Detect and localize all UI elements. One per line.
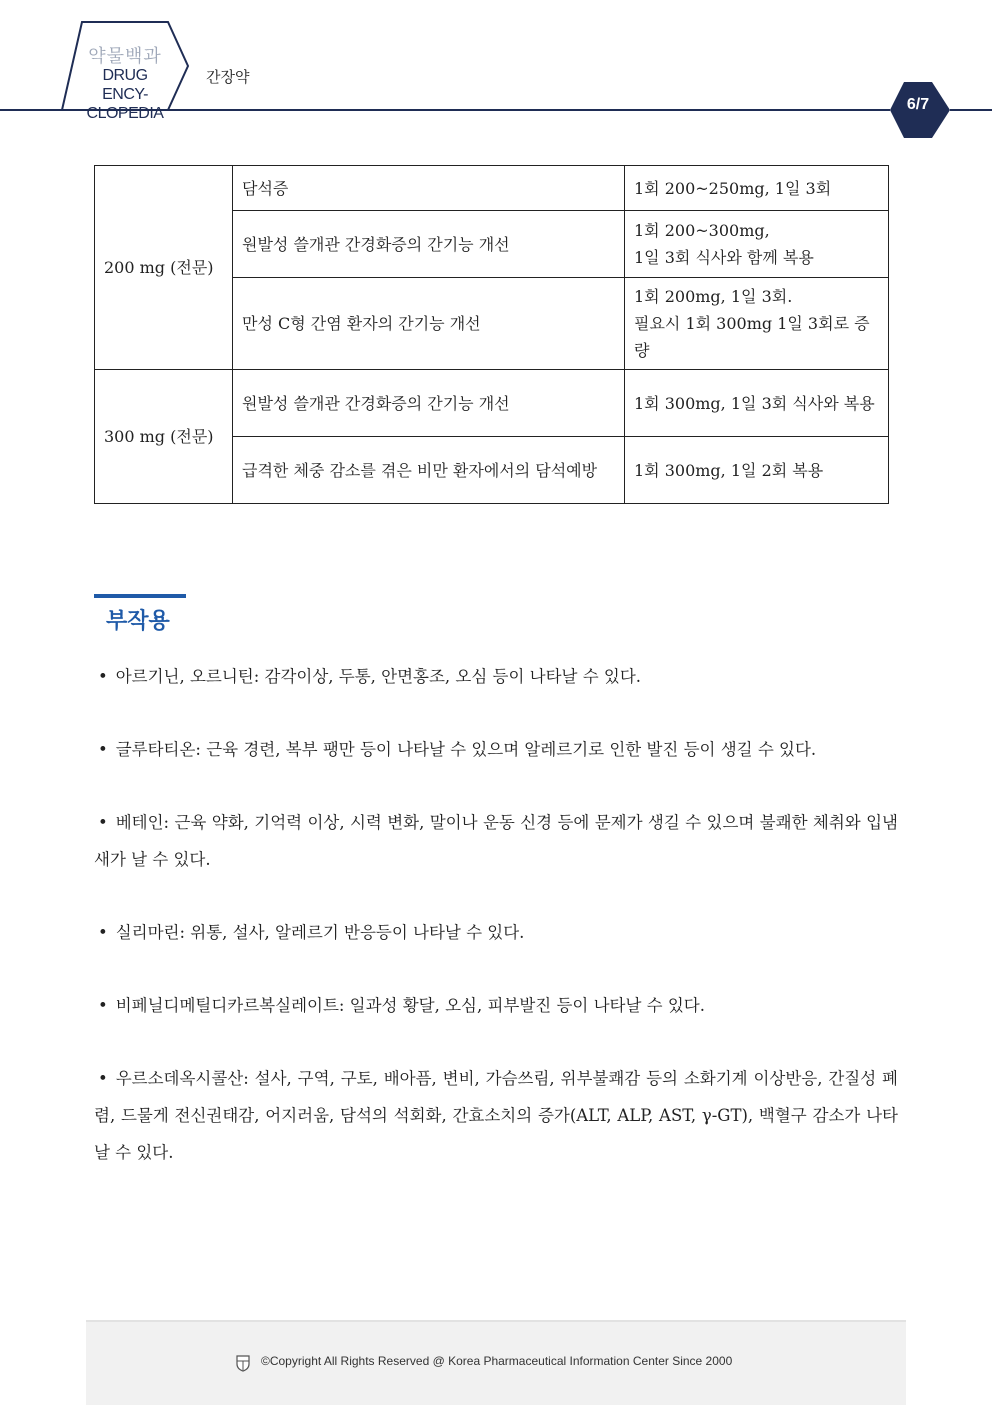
bullet-marker: • <box>98 667 108 686</box>
bullet-marker: • <box>98 740 108 759</box>
logo-en-line1: DRUG ENCY- <box>102 67 148 103</box>
page-number: 6/7 <box>906 96 930 113</box>
dosage-table-body <box>95 166 889 504</box>
page-footer <box>86 1320 906 1405</box>
page-header <box>0 0 992 150</box>
dosage-cell: 1회 300mg, 1일 2회 복용 <box>625 437 889 504</box>
logo-en-line2: CLOPEDIA <box>86 105 164 122</box>
indication-cell: 만성 C형 간염 환자의 간기능 개선 <box>233 278 625 370</box>
logo-title-kr: 약물백과 <box>88 46 162 67</box>
strength-cell: 300 mg (전문) <box>95 370 233 504</box>
table-row <box>95 166 889 211</box>
side-effects-list <box>94 658 898 1207</box>
dosage-cell: 1회 300mg, 1일 3회 식사와 복용 <box>625 370 889 437</box>
strength-cell: 200 mg (전문) <box>95 166 233 370</box>
bullet-marker: • <box>98 813 108 832</box>
list-item <box>94 731 898 768</box>
dosage-cell: 1회 200~300mg, 1일 3회 식사와 함께 복용 <box>625 211 889 278</box>
copyright-text: ©Copyright All Rights Reserved @ Korea Pharmaceutical Information Center Since 2000 <box>261 1354 733 1368</box>
list-item <box>94 658 898 695</box>
side-effect-text: 우르소데옥시콜산: 설사, 구역, 구토, 배아픔, 변비, 가슴쓰림, 위부불쾌감 등의 소화기계 이상반응, 간질성 폐렴, 드물게 전신권태감, 어지러움, 담석의 석회화, 간효소치의 증가(ALT, ALP, AST, γ-GT), 백혈구 감소가 나타날 수 있다. <box>94 1069 898 1162</box>
list-item <box>94 1060 898 1171</box>
side-effect-text: 베테인: 근육 약화, 기억력 이상, 시력 변화, 말이나 운동 신경 등에 문제가 생길 수 있으며 불쾌한 체취와 입냄새가 날 수 있다. <box>94 813 898 869</box>
dosage-cell: 1회 200mg, 1일 3회. 필요시 1회 300mg 1일 3회로 증량 <box>625 278 889 370</box>
indication-cell: 원발성 쓸개관 간경화증의 간기능 개선 <box>233 211 625 278</box>
kpic-emblem-icon <box>235 1354 251 1372</box>
section-title: 부작용 <box>106 609 170 634</box>
list-item <box>94 804 898 878</box>
bullet-marker: • <box>98 1069 108 1088</box>
bullet-marker: • <box>98 923 108 942</box>
list-item <box>94 914 898 951</box>
dosage-table <box>94 165 889 504</box>
side-effect-text: 아르기닌, 오르니틴: 감각이상, 두통, 안면홍조, 오심 등이 나타날 수 있다. <box>115 667 642 686</box>
dosage-cell: 1회 200~250mg, 1일 3회 <box>625 166 889 211</box>
bullet-marker: • <box>98 996 108 1015</box>
side-effect-text: 비페닐디메틸디카르복실레이트: 일과성 황달, 오심, 피부발진 등이 나타날 수 있다. <box>115 996 705 1015</box>
indication-cell: 원발성 쓸개관 간경화증의 간기능 개선 <box>233 370 625 437</box>
list-item <box>94 987 898 1024</box>
logo-title-en <box>80 66 170 123</box>
side-effect-text: 실리마린: 위통, 설사, 알레르기 반응등이 나타날 수 있다. <box>115 923 525 942</box>
section-accent-bar <box>94 594 186 598</box>
category-label: 간장약 <box>206 68 250 86</box>
table-row <box>95 370 889 437</box>
indication-cell: 담석증 <box>233 166 625 211</box>
side-effect-text: 글루타티온: 근육 경련, 복부 팽만 등이 나타날 수 있으며 알레르기로 인한 발진 등이 생길 수 있다. <box>115 740 817 759</box>
indication-cell: 급격한 체중 감소를 겪은 비만 환자에서의 담석예방 <box>233 437 625 504</box>
